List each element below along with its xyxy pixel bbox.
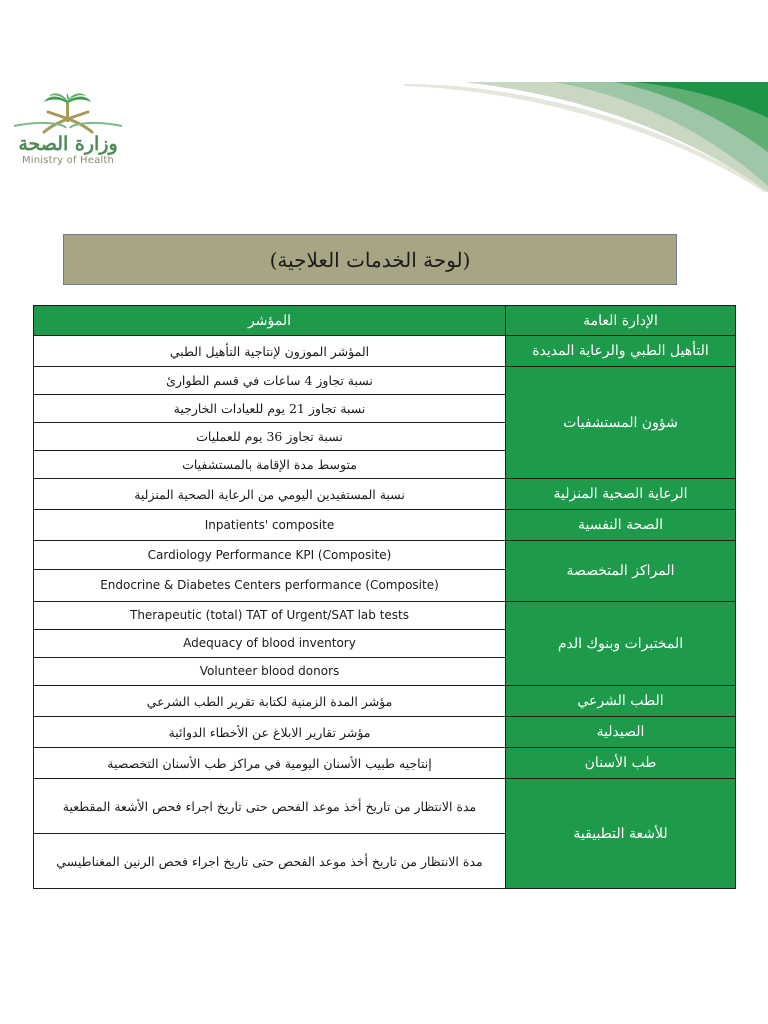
table-row	[34, 779, 736, 834]
department-cell: التأهيل الطبي والرعاية المديدة	[506, 336, 736, 367]
header-indicator: المؤشر	[34, 306, 506, 336]
department-cell: الصحة النفسية	[506, 510, 736, 541]
department-cell: الطب الشرعي	[506, 686, 736, 717]
department-cell: المختبرات وبنوك الدم	[506, 602, 736, 686]
indicator-cell: نسبة تجاوز 4 ساعات في قسم الطوارئ	[34, 367, 506, 395]
header-department: الإدارة العامة	[506, 306, 736, 336]
indicator-cell: نسبة تجاوز 21 يوم للعيادات الخارجية	[34, 395, 506, 423]
department-cell: المراكز المتخصصة	[506, 541, 736, 602]
kpi-table	[33, 305, 736, 889]
department-cell: الرعاية الصحية المنزلية	[506, 479, 736, 510]
palm-and-swords-emblem-icon	[4, 92, 132, 136]
indicator-cell: إنتاجيه طبيب الأسنان اليومية في مراكز طب الأسنان التخصصية	[34, 748, 506, 779]
indicator-cell: Cardiology Performance KPI (Composite)	[34, 541, 506, 570]
table-row	[34, 479, 736, 510]
table-row	[34, 748, 736, 779]
green-swoosh-banner	[404, 82, 768, 192]
table-row	[34, 541, 736, 570]
page-title: (لوحة الخدمات العلاجية)	[63, 234, 677, 285]
indicator-cell: مدة الانتظار من تاريخ أخذ موعد الفحص حتى تاريخ اجراء فحص الأشعة المقطعية	[34, 779, 506, 834]
table-row	[34, 367, 736, 395]
table-row	[34, 717, 736, 748]
department-cell: للأشعة التطبيقية	[506, 779, 736, 889]
table-row	[34, 602, 736, 630]
indicator-cell: Inpatients' composite	[34, 510, 506, 541]
indicator-cell: Volunteer blood donors	[34, 658, 506, 686]
ministry-logo	[4, 92, 132, 172]
indicator-cell: متوسط مدة الإقامة بالمستشفيات	[34, 451, 506, 479]
indicator-cell: Endocrine & Diabetes Centers performance (Composite)	[34, 570, 506, 602]
table-header-row	[34, 306, 736, 336]
indicator-cell: مؤشر تقارير الابلاغ عن الأخطاء الدوائية	[34, 717, 506, 748]
indicator-cell: نسبة تجاوز 36 يوم للعمليات	[34, 423, 506, 451]
logo-arabic-name: وزارة الصحة	[18, 133, 118, 155]
department-cell: طب الأسنان	[506, 748, 736, 779]
table-row	[34, 686, 736, 717]
indicator-cell: مؤشر المدة الزمنية لكتابة تقرير الطب الشرعي	[34, 686, 506, 717]
table-row	[34, 510, 736, 541]
indicator-cell: مدة الانتظار من تاريخ أخذ موعد الفحص حتى تاريخ اجراء فحص الرنين المغناطيسي	[34, 834, 506, 889]
indicator-cell: المؤشر الموزون لإنتاجية التأهيل الطبي	[34, 336, 506, 367]
indicator-cell: Adequacy of blood inventory	[34, 630, 506, 658]
indicator-cell: نسبة المستفيدين اليومي من الرعاية الصحية المنزلية	[34, 479, 506, 510]
indicator-cell: Therapeutic (total) TAT of Urgent/SAT lab tests	[34, 602, 506, 630]
table-row	[34, 336, 736, 367]
department-cell: الصيدلية	[506, 717, 736, 748]
logo-english-name: Ministry of Health	[21, 155, 115, 166]
department-cell: شؤون المستشفيات	[506, 367, 736, 479]
